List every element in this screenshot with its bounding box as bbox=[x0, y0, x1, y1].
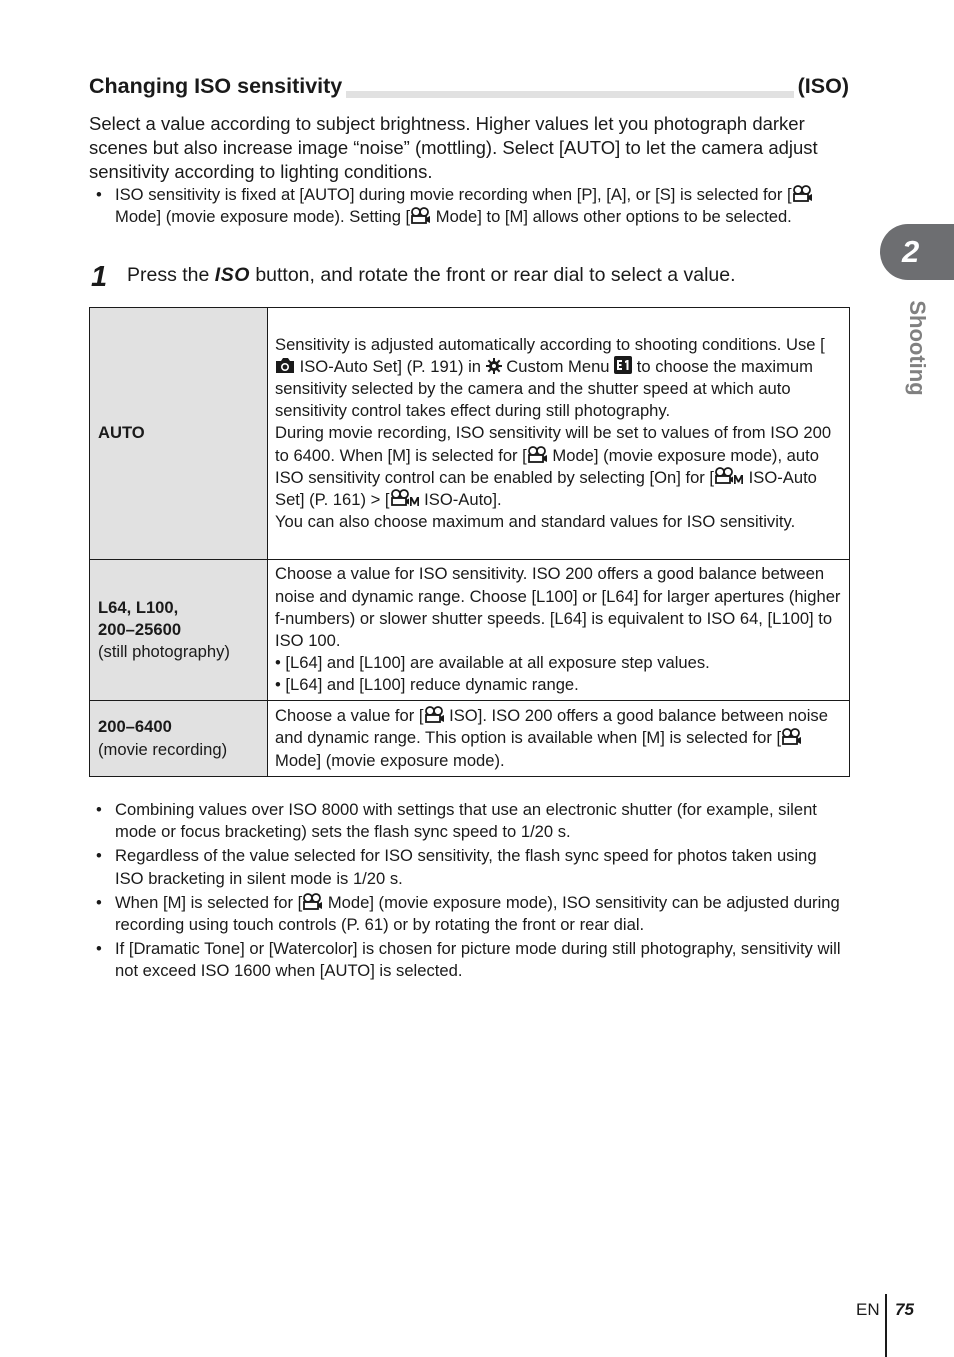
movie-manual-icon bbox=[390, 489, 420, 507]
chapter-number: 2 bbox=[902, 234, 920, 269]
note-text: Mode] (movie exposure mode). Setting [ bbox=[115, 207, 411, 227]
footer-divider bbox=[885, 1294, 887, 1357]
note-item bbox=[89, 845, 849, 889]
note-text: Mode] (movie exposure mode), ISO sensitivity can be adjusted during recording using touch controls (P. 61) or by rotating the front or rear dial. bbox=[115, 892, 840, 935]
desc-text: ISO-Auto]. bbox=[419, 490, 502, 509]
row-key bbox=[90, 308, 268, 560]
footer-language: EN bbox=[856, 1300, 880, 1319]
key-sublabel: (movie recording) bbox=[98, 739, 228, 759]
iso-button-label: ISO bbox=[214, 264, 250, 286]
bullet: • bbox=[96, 846, 102, 866]
note-item bbox=[89, 892, 849, 936]
desc-text: ISO]. ISO 200 offers a good balance between noise and dynamic range. This option is available when [M] is selected for [ bbox=[275, 706, 828, 748]
desc-text: Choose a value for [ bbox=[275, 706, 424, 726]
movie-manual-icon bbox=[714, 467, 744, 485]
key-label: L64, L100, bbox=[98, 597, 179, 617]
intro-paragraph: Select a value according to subject brightness. Higher values let you photograph darker scenes but also increase image “noise” (mottling). Select [AUTO] to let the camera adjust sensitivity according to lighting conditions. bbox=[89, 113, 818, 182]
movie-mode-icon bbox=[302, 893, 323, 910]
table-row-auto bbox=[90, 308, 850, 560]
step-text bbox=[127, 262, 736, 288]
note-item bbox=[89, 799, 849, 843]
heading-code: (ISO) bbox=[794, 72, 849, 100]
desc-text: to choose the maximum sensitivity selected by the camera and the shutter speed at which auto sensitivity control takes effect during still photography. bbox=[275, 356, 813, 421]
row-key bbox=[90, 701, 268, 777]
desc-text: ISO-Auto Set] (P. 191) in bbox=[295, 356, 482, 376]
key-label: 200–25600 bbox=[98, 619, 182, 639]
row-desc bbox=[268, 560, 850, 701]
desc-text: Choose a value for ISO sensitivity. ISO 200 offers a good balance between noise and dynamic range. Choose [L100] or [L64] for larger apertures (higher f-numbers) or slower shutter speeds. [L64] is equivalent to ISO 64, [L100] to ISO 100. bbox=[275, 564, 841, 650]
chapter-label-text: Shooting bbox=[905, 300, 930, 396]
heading-title: Changing ISO sensitivity bbox=[89, 72, 346, 100]
camera-icon bbox=[275, 357, 295, 374]
movie-mode-icon bbox=[792, 185, 813, 202]
page-number: 75 bbox=[895, 1300, 914, 1319]
note-text: If [Dramatic Tone] or [Watercolor] is chosen for picture mode during still photography, sensitivity will not exceed ISO 1600 when [AUTO] is selected. bbox=[115, 939, 841, 981]
step-1 bbox=[89, 260, 849, 294]
menu-e1-icon bbox=[614, 356, 632, 374]
note-text: When [M] is selected for [ bbox=[115, 892, 303, 912]
movie-mode-icon bbox=[410, 207, 431, 224]
chapter-label bbox=[905, 296, 929, 400]
table-row-still bbox=[90, 560, 850, 701]
desc-text: Mode] (movie exposure mode). bbox=[275, 750, 505, 770]
bullet: • bbox=[96, 800, 102, 819]
bullet: • bbox=[96, 185, 102, 204]
section-heading bbox=[89, 72, 849, 100]
desc-text: During movie recording, ISO sensitivity will be set to values of from ISO 200 to 6400. When [M] is selected for [ bbox=[275, 423, 832, 465]
movie-mode-icon bbox=[527, 446, 548, 463]
movie-mode-icon bbox=[424, 706, 445, 723]
bullet: • bbox=[96, 939, 102, 959]
iso-options-table bbox=[89, 307, 850, 777]
note-item bbox=[89, 938, 849, 982]
note-text: ISO sensitivity is fixed at [AUTO] during movie recording when [P], [A], or [S] is selected for [ bbox=[115, 185, 792, 204]
step-text-post: button, and rotate the front or rear dial to select a value. bbox=[255, 264, 736, 286]
row-desc bbox=[268, 308, 850, 560]
desc-text: Mode] (movie exposure mode), auto ISO sensitivity control can be enabled by selecting [On] for [ bbox=[275, 445, 819, 487]
step-text-pre: Press the bbox=[127, 264, 210, 286]
bottom-notes bbox=[89, 799, 849, 985]
key-label: 200–6400 bbox=[98, 717, 172, 737]
key-sublabel: (still photography) bbox=[98, 642, 230, 662]
table-row-movie bbox=[90, 701, 850, 777]
note-text: Combining values over ISO 8000 with settings that use an electronic shutter (for example, silent mode or focus bracketing) sets the flash sync speed to 1/20 s. bbox=[115, 800, 817, 842]
bullet: • bbox=[96, 892, 102, 912]
note-item bbox=[89, 184, 849, 228]
desc-bullet: • [L64] and [L100] are available at all exposure step values. bbox=[275, 653, 710, 673]
movie-mode-icon bbox=[781, 728, 802, 745]
note-text: Regardless of the value selected for ISO sensitivity, the flash sync speed for photos taken using ISO bracketing in silent mode is 1/20 s. bbox=[115, 846, 817, 888]
desc-text: ISO-Auto Set] (P. 161) > [ bbox=[275, 467, 817, 509]
row-desc bbox=[268, 701, 850, 777]
desc-text: Custom Menu bbox=[501, 356, 610, 376]
step-number: 1 bbox=[91, 261, 108, 293]
note-text: Mode] to [M] allows other options to be selected. bbox=[431, 207, 792, 227]
desc-text: You can also choose maximum and standard values for ISO sensitivity. bbox=[275, 512, 796, 532]
top-notes bbox=[89, 184, 849, 228]
desc-text: Sensitivity is adjusted automatically according to shooting conditions. Use [ bbox=[275, 334, 825, 354]
desc-bullet: • [L64] and [L100] reduce dynamic range. bbox=[275, 675, 579, 695]
row-key bbox=[90, 560, 268, 701]
gear-icon bbox=[486, 358, 502, 374]
key-label: AUTO bbox=[98, 423, 145, 443]
chapter-tab bbox=[880, 224, 954, 280]
